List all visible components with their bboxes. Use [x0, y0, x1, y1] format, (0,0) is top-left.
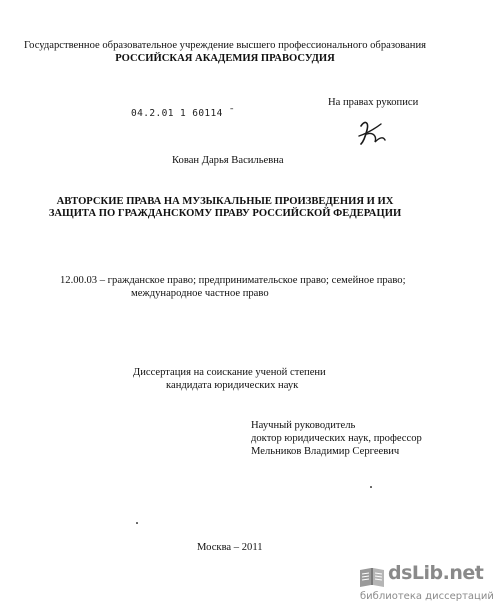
- specialty-line-1: 12.00.03 – гражданское право; предпринимательское право; семейное право;: [60, 275, 406, 286]
- watermark-brand: dsLib.net: [388, 562, 484, 584]
- author-name: Кован Дарья Васильевна: [172, 155, 284, 166]
- watermark-subtitle: библиотека диссертаций: [360, 591, 494, 602]
- place-and-year: Москва – 2011: [197, 542, 263, 553]
- signature-icon: [355, 118, 389, 146]
- manuscript-note: На правах рукописи: [328, 97, 419, 108]
- specialty-line-2: международное частное право: [131, 288, 269, 299]
- book-icon: [358, 566, 386, 588]
- organization-line-1: Государственное образовательное учреждение высшего профессионального образования: [23, 40, 427, 51]
- dissertation-title-line-1: АВТОРСКИЕ ПРАВА НА МУЗЫКАЛЬНЫЕ ПРОИЗВЕДЕНИЯ И ИХ: [56, 196, 394, 207]
- dissertation-title-line-2: ЗАЩИТА ПО ГРАЖДАНСКОМУ ПРАВУ РОССИЙСКОЙ ФЕДЕРАЦИИ: [48, 208, 402, 219]
- supervisor-name: Мельников Владимир Сергеевич: [251, 446, 400, 457]
- scan-speck: [136, 522, 138, 524]
- registration-stamp: 04.2.01 1 60114 ˉ: [131, 108, 236, 119]
- supervisor-label: Научный руководитель: [251, 420, 356, 431]
- degree-line-1: Диссертация на соискание ученой степени: [133, 367, 326, 378]
- degree-line-2: кандидата юридических наук: [166, 380, 299, 391]
- scan-speck: [370, 486, 372, 488]
- supervisor-degree: доктор юридических наук, профессор: [251, 433, 422, 444]
- dslib-watermark[interactable]: [350, 562, 494, 610]
- organization-name: РОССИЙСКАЯ АКАДЕМИЯ ПРАВОСУДИЯ: [115, 53, 335, 64]
